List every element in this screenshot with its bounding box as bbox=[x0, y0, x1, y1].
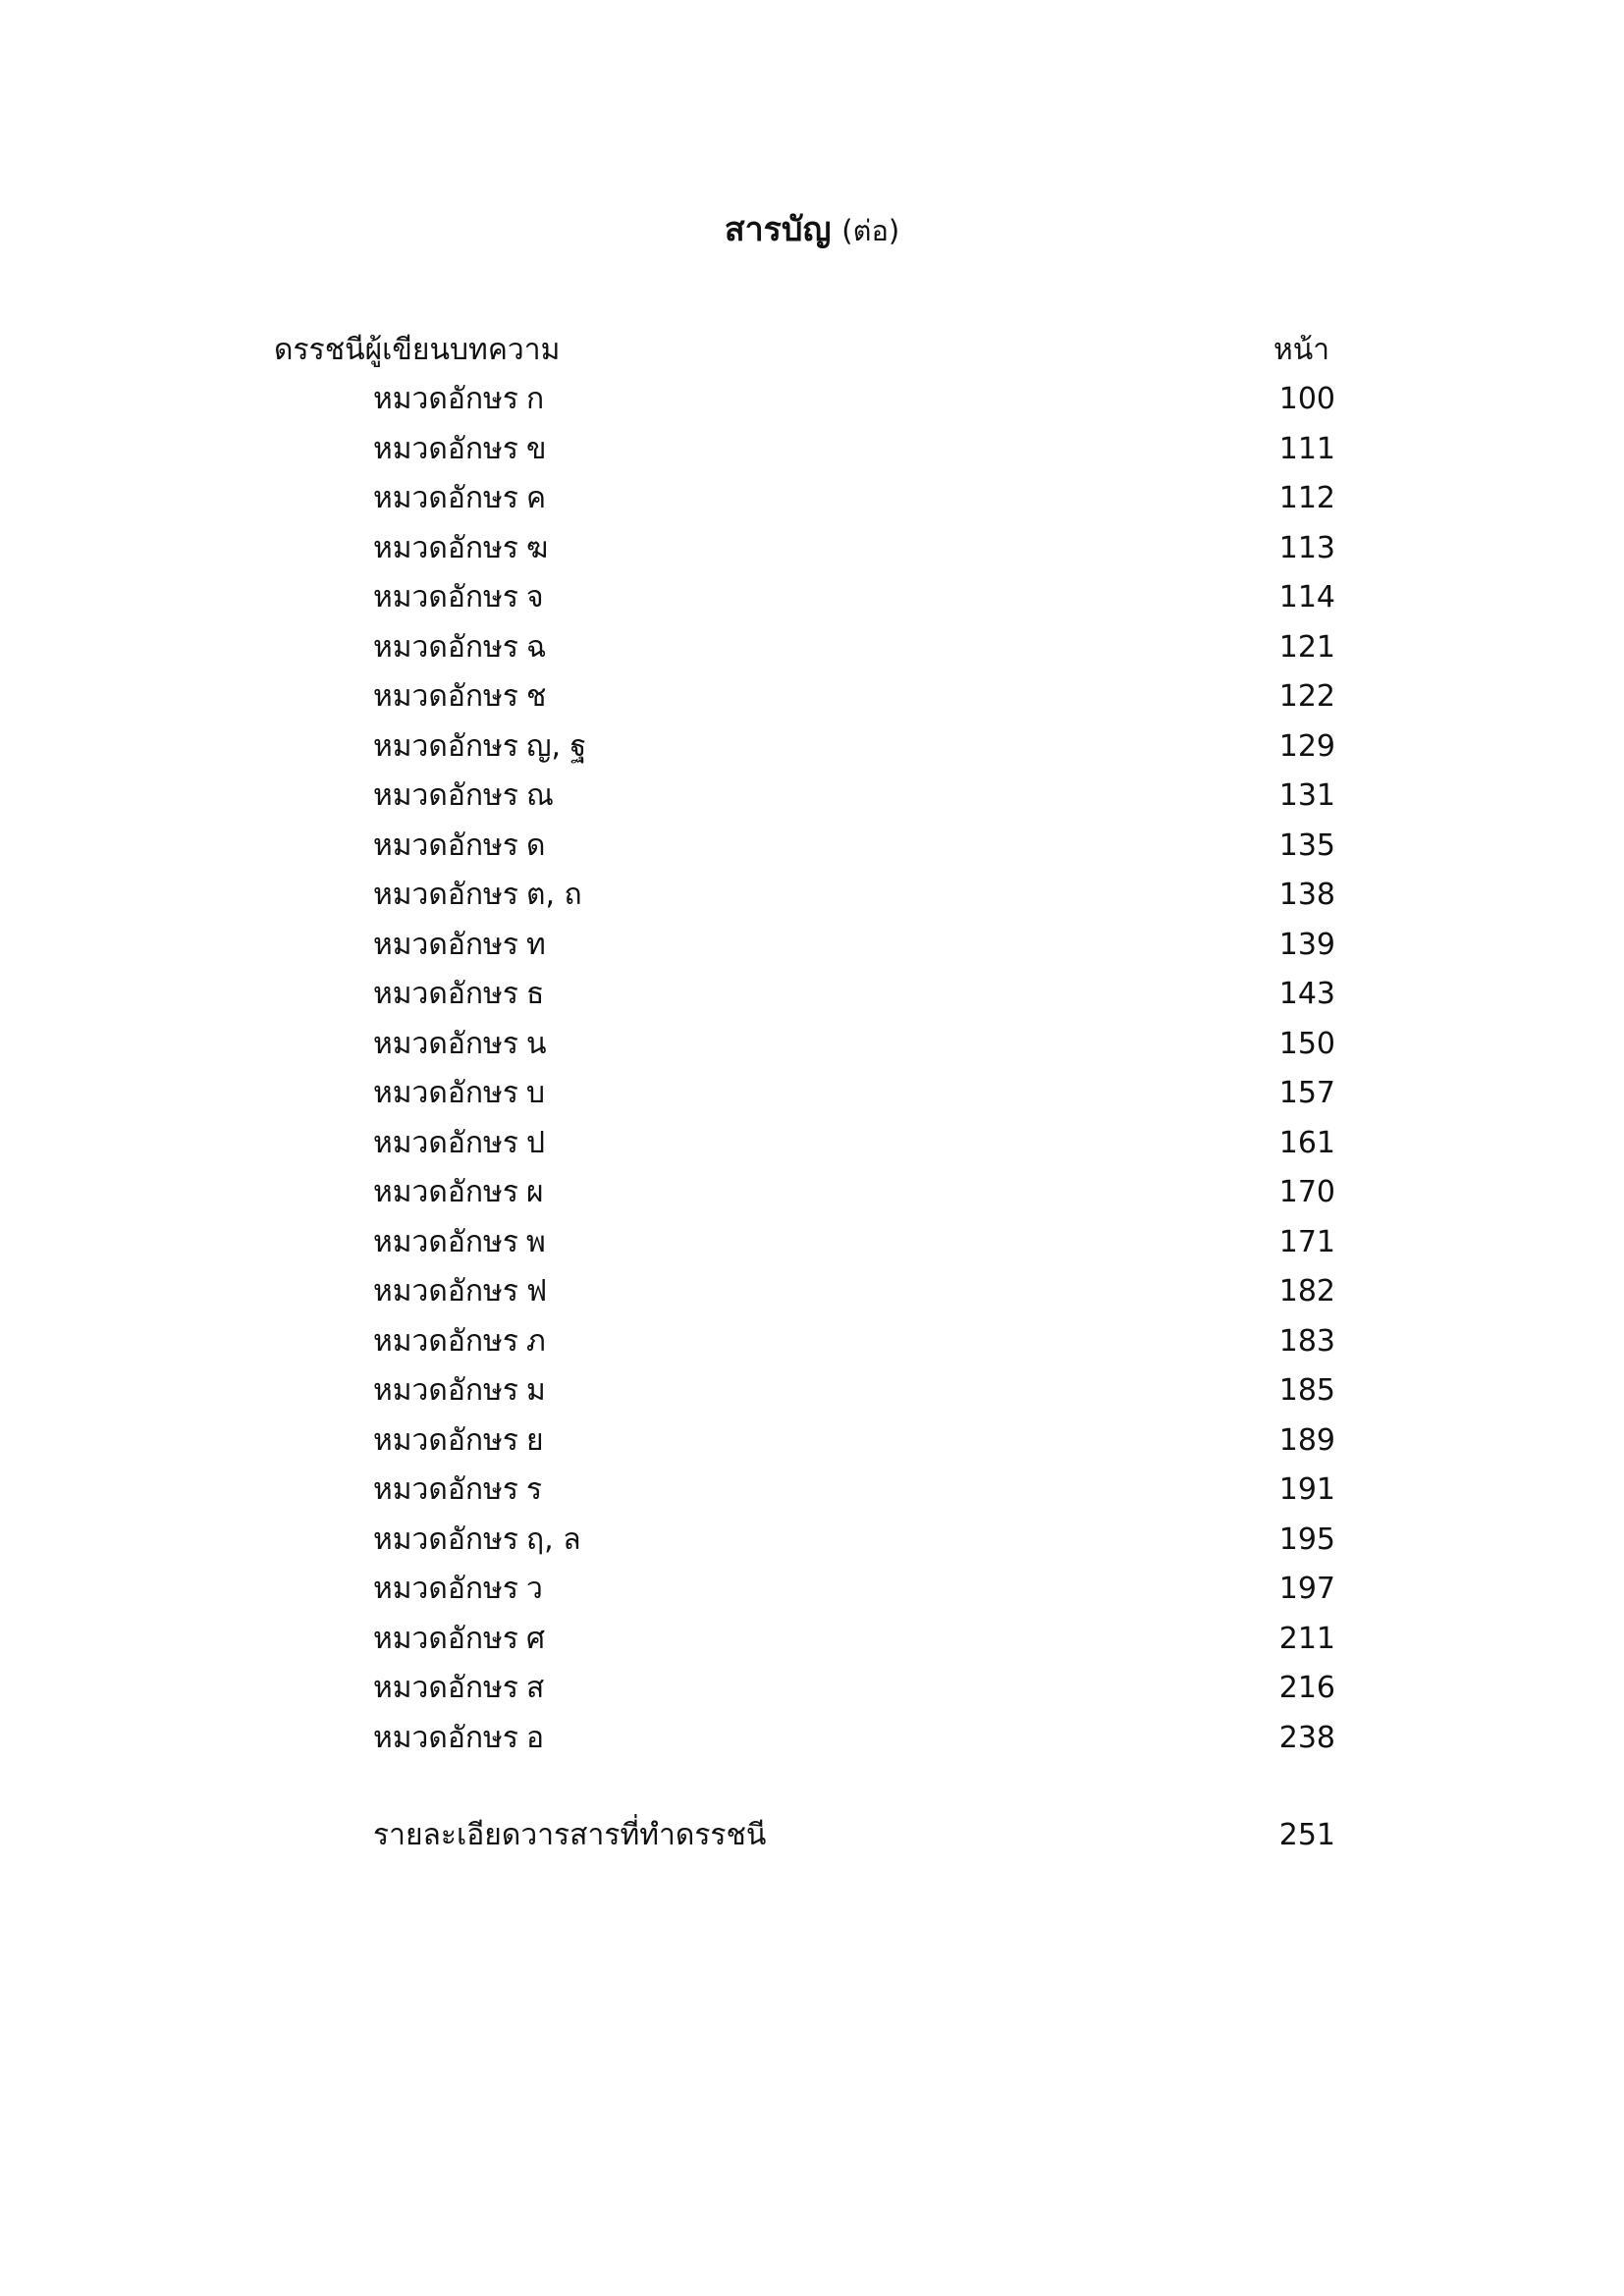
entry-page-number: 211 bbox=[1278, 1621, 1335, 1656]
journal-detail-label: รายละเอียดวารสารที่ทำดรรชนี bbox=[373, 1818, 767, 1852]
entry-prefix: หมวดอักษร bbox=[373, 382, 518, 416]
journal-detail-page: 251 bbox=[1278, 1818, 1335, 1852]
entry-letter: อ bbox=[526, 1720, 545, 1755]
entry-prefix: หมวดอักษร bbox=[373, 481, 518, 515]
toc-entry bbox=[373, 1317, 1355, 1367]
toc-entry bbox=[373, 1069, 1355, 1119]
entry-prefix: หมวดอักษร bbox=[373, 431, 518, 466]
entry-prefix: หมวดอักษร bbox=[373, 878, 518, 912]
toc-entry bbox=[373, 1516, 1355, 1566]
toc-entry bbox=[373, 1020, 1355, 1070]
section-header bbox=[274, 326, 1334, 375]
entry-prefix: หมวดอักษร bbox=[373, 1472, 518, 1507]
section-label: ดรรชนีผู้เขียนบทความ bbox=[274, 333, 561, 367]
toc-entry bbox=[373, 1168, 1355, 1218]
entry-page-number: 182 bbox=[1278, 1274, 1335, 1308]
entry-letter: ฤ, ล bbox=[526, 1522, 581, 1557]
entry-prefix: หมวดอักษร bbox=[373, 927, 518, 962]
entry-page-number: 150 bbox=[1278, 1026, 1335, 1061]
entry-page-number: 112 bbox=[1278, 481, 1335, 515]
entry-letter: ช bbox=[526, 679, 547, 714]
entry-prefix: หมวดอักษร bbox=[373, 1125, 518, 1160]
entry-page-number: 170 bbox=[1278, 1175, 1335, 1209]
entry-prefix: หมวดอักษร bbox=[373, 778, 518, 813]
entry-letter: ต, ถ bbox=[526, 878, 582, 912]
entry-page-number: 121 bbox=[1278, 629, 1335, 665]
entry-letter: ผ bbox=[526, 1175, 544, 1209]
toc-entry bbox=[373, 425, 1355, 475]
entry-page-number: 122 bbox=[1278, 679, 1335, 714]
title-suffix: (ต่อ) bbox=[841, 214, 900, 247]
entry-page-number: 135 bbox=[1278, 828, 1335, 863]
entry-page-number: 191 bbox=[1278, 1472, 1335, 1507]
entry-page-number: 100 bbox=[1278, 382, 1335, 416]
entry-page-number: 138 bbox=[1278, 878, 1335, 912]
entry-page-number: 161 bbox=[1278, 1125, 1335, 1160]
entry-letter: บ bbox=[526, 1076, 546, 1110]
entry-letter: พ bbox=[526, 1224, 546, 1259]
entry-page-number: 238 bbox=[1278, 1720, 1335, 1755]
entry-page-number: 129 bbox=[1278, 728, 1335, 764]
entry-letter: ก bbox=[526, 382, 545, 416]
toc-entry bbox=[373, 1714, 1355, 1764]
entry-letter: ภ bbox=[526, 1323, 546, 1359]
toc-entry bbox=[373, 573, 1355, 623]
toc-entry bbox=[373, 375, 1355, 425]
entry-letter: ณ bbox=[526, 778, 554, 813]
entry-letter: ป bbox=[526, 1125, 546, 1160]
toc-entry bbox=[373, 1267, 1355, 1317]
toc-entry bbox=[373, 1366, 1355, 1416]
entry-page-number: 157 bbox=[1278, 1076, 1335, 1110]
entry-letter: ว bbox=[526, 1572, 543, 1606]
entry-page-number: 189 bbox=[1278, 1422, 1335, 1458]
entry-prefix: หมวดอักษร bbox=[373, 1373, 518, 1408]
entry-page-number: 139 bbox=[1278, 927, 1335, 962]
toc-entry bbox=[373, 672, 1355, 722]
entry-letter: ย bbox=[526, 1422, 544, 1458]
toc-entry bbox=[373, 524, 1355, 574]
entry-prefix: หมวดอักษร bbox=[373, 580, 518, 614]
entry-letter: ม bbox=[526, 1373, 546, 1408]
entry-letter: ข bbox=[526, 431, 547, 466]
entry-prefix: หมวดอักษร bbox=[373, 1720, 518, 1755]
entry-letter: ฉ bbox=[526, 629, 547, 665]
entry-letter: ร bbox=[526, 1472, 543, 1507]
entry-letter: ส bbox=[526, 1671, 545, 1705]
toc-entry bbox=[373, 1119, 1355, 1169]
entry-prefix: หมวดอักษร bbox=[373, 1572, 518, 1606]
entry-page-number: 143 bbox=[1278, 977, 1335, 1011]
entry-letter: ศ bbox=[526, 1621, 546, 1656]
entry-letter: ค bbox=[526, 481, 547, 515]
toc-entry bbox=[373, 970, 1355, 1020]
entry-prefix: หมวดอักษร bbox=[373, 1175, 518, 1209]
entry-page-number: 114 bbox=[1278, 580, 1335, 614]
entry-prefix: หมวดอักษร bbox=[373, 1671, 518, 1705]
entry-letter: น bbox=[526, 1026, 547, 1061]
entry-prefix: หมวดอักษร bbox=[373, 728, 518, 764]
entry-prefix: หมวดอักษร bbox=[373, 1522, 518, 1557]
toc-entry bbox=[373, 1466, 1355, 1516]
entry-page-number: 195 bbox=[1278, 1522, 1335, 1557]
entry-page-number: 131 bbox=[1278, 778, 1335, 813]
entry-prefix: หมวดอักษร bbox=[373, 1076, 518, 1110]
entry-letter: ธ bbox=[526, 977, 545, 1011]
entry-prefix: หมวดอักษร bbox=[373, 1422, 518, 1458]
entry-letter: ฆ bbox=[526, 530, 549, 565]
toc-entry bbox=[373, 871, 1355, 921]
entry-letter: จ bbox=[526, 580, 544, 614]
page-column-header: หน้า bbox=[1273, 333, 1330, 367]
toc-entry bbox=[373, 722, 1355, 773]
toc-entries bbox=[373, 375, 1355, 1763]
entry-prefix: หมวดอักษร bbox=[373, 1621, 518, 1656]
entry-prefix: หมวดอักษร bbox=[373, 1224, 518, 1259]
entry-page-number: 183 bbox=[1278, 1323, 1335, 1359]
entry-page-number: 113 bbox=[1278, 530, 1335, 565]
entry-prefix: หมวดอักษร bbox=[373, 1274, 518, 1308]
entry-prefix: หมวดอักษร bbox=[373, 1026, 518, 1061]
entry-letter: ฟ bbox=[526, 1274, 548, 1308]
toc-entry bbox=[373, 623, 1355, 673]
toc-entry bbox=[373, 1664, 1355, 1714]
toc-entry bbox=[373, 1565, 1355, 1615]
entry-prefix: หมวดอักษร bbox=[373, 530, 518, 565]
entry-prefix: หมวดอักษร bbox=[373, 977, 518, 1011]
entry-prefix: หมวดอักษร bbox=[373, 828, 518, 863]
entry-page-number: 111 bbox=[1278, 431, 1335, 466]
entry-letter: ท bbox=[526, 927, 546, 962]
entry-page-number: 185 bbox=[1278, 1373, 1335, 1408]
entry-letter: ญ, ฐ bbox=[526, 728, 587, 764]
entry-page-number: 216 bbox=[1278, 1671, 1335, 1705]
title-main: สารบัญ bbox=[724, 210, 832, 249]
entry-page-number: 197 bbox=[1278, 1572, 1335, 1606]
toc-entry bbox=[373, 1218, 1355, 1268]
entry-letter: ด bbox=[526, 828, 546, 863]
entry-page-number: 171 bbox=[1278, 1224, 1335, 1259]
toc-entry bbox=[373, 1416, 1355, 1467]
toc-entry bbox=[373, 921, 1355, 971]
entry-prefix: หมวดอักษร bbox=[373, 629, 518, 665]
page-title bbox=[0, 206, 1624, 254]
entry-prefix: หมวดอักษร bbox=[373, 1323, 518, 1359]
toc-entry bbox=[373, 822, 1355, 872]
toc-entry bbox=[373, 1615, 1355, 1665]
toc-entry bbox=[373, 772, 1355, 822]
journal-detail-entry bbox=[373, 1811, 1355, 1860]
toc-entry bbox=[373, 474, 1355, 524]
entry-prefix: หมวดอักษร bbox=[373, 679, 518, 714]
